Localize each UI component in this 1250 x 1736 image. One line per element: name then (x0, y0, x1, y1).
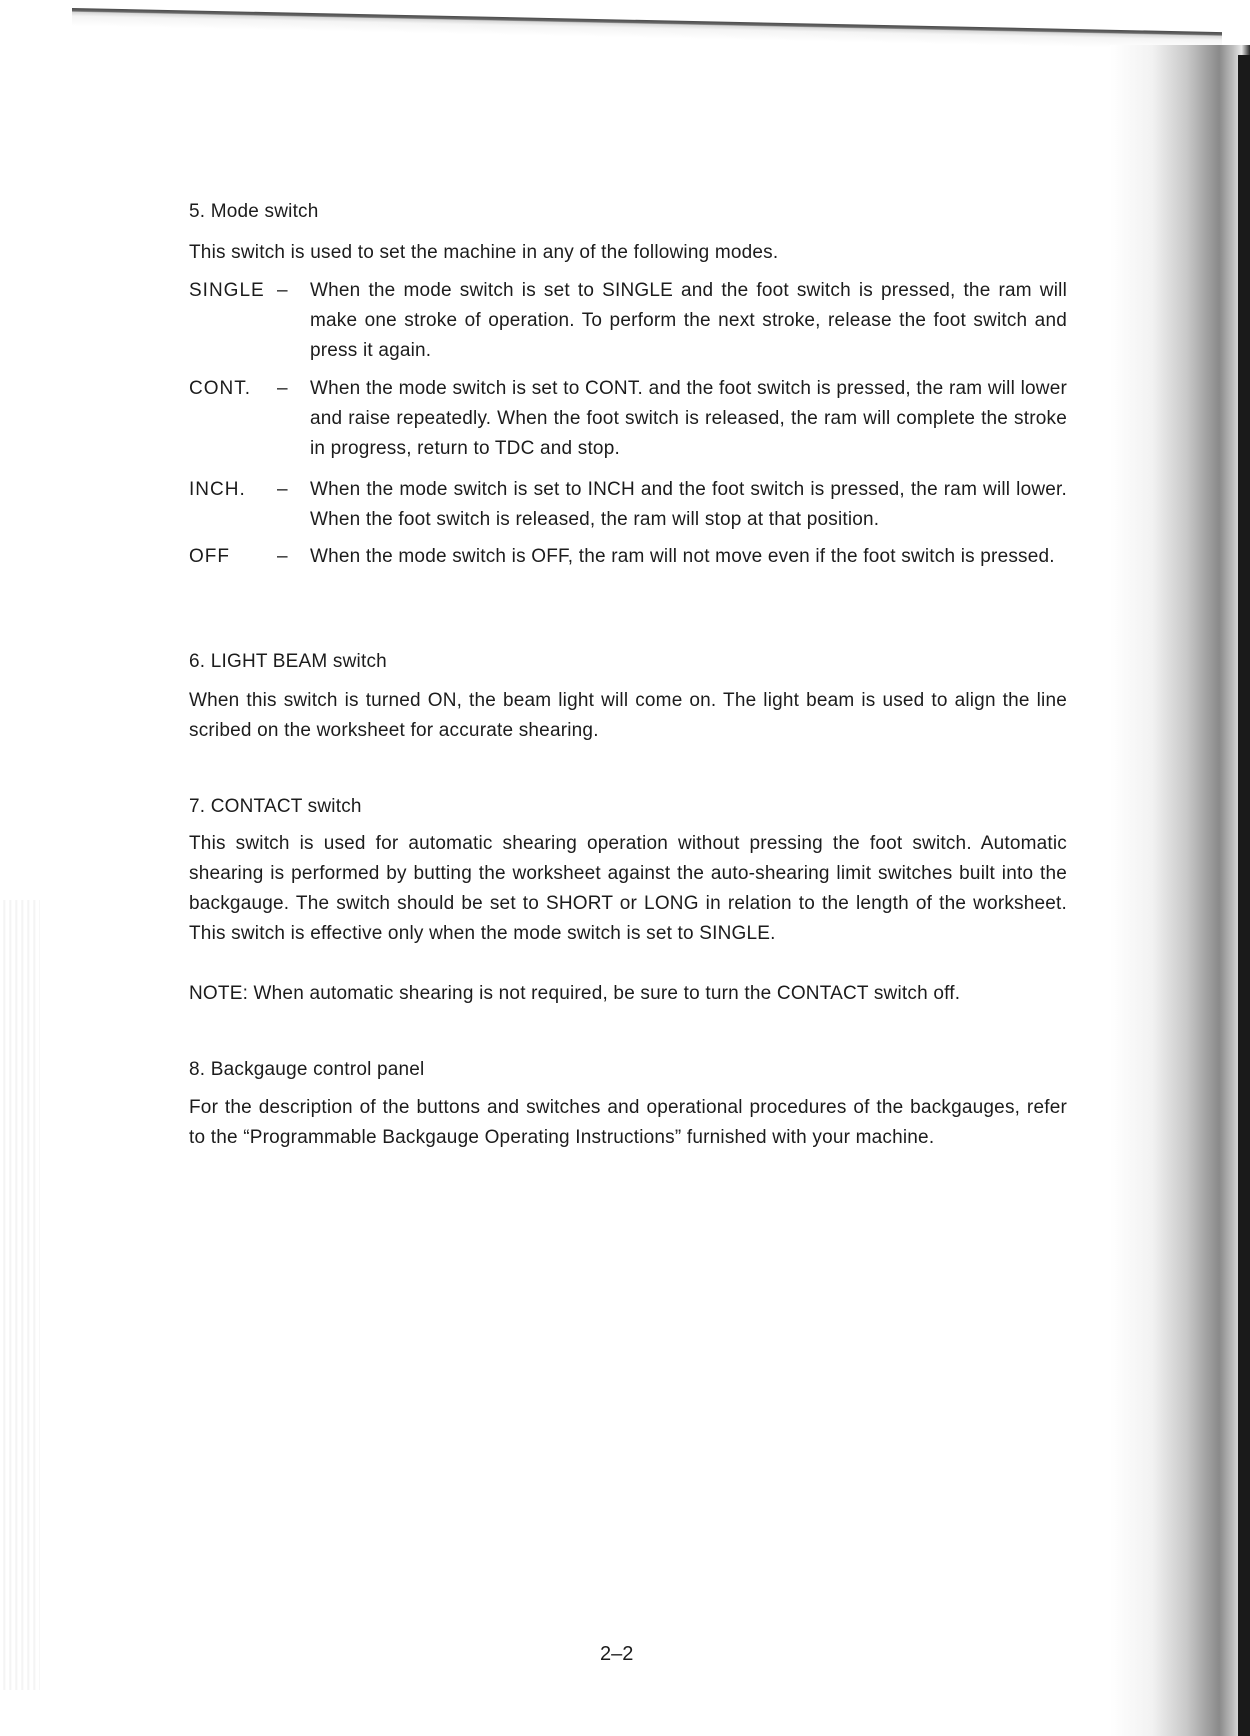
mode-description: When the mode switch is set to INCH and the foot switch is pressed, the ram will lower. When the foot switch is released, the ram will stop at that position. (310, 479, 1067, 530)
contact-body: This switch is used for automatic shearing operation without pressing the foot switch. Automatic shearing is performed by butting the worksheet against the auto-shearing limit switches built into the backgauge. The switch should be set to SHORT or LONG in relation to the length of the worksheet. This switch is effective only when the mode switch is set to SINGLE. (189, 833, 1067, 944)
section-6-heading: 6. LIGHT BEAM switch (189, 651, 387, 672)
mode-dash: – (277, 479, 288, 500)
mode-dash: – (277, 280, 288, 301)
binding-spine-shadow (1110, 45, 1250, 1736)
mode-description: When the mode switch is OFF, the ram will not move even if the foot switch is pressed. (310, 546, 1055, 567)
backgauge-body: For the description of the buttons and switches and operational procedures of the backgauges, refer to the “Programmable Backgauge Operating Instructions” furnished with your machine. (189, 1097, 1067, 1148)
section-8-heading: 8. Backgauge control panel (189, 1059, 425, 1080)
mode-dash: – (277, 546, 288, 567)
mode-label: SINGLE (189, 280, 265, 301)
mode-switch-intro: This switch is used to set the machine in any of the following modes. (189, 242, 779, 263)
light-beam-body: When this switch is turned ON, the beam light will come on. The light beam is used to align the line scribed on the worksheet for accurate shearing. (189, 690, 1067, 741)
contact-note: NOTE: When automatic shearing is not required, be sure to turn the CONTACT switch off. (189, 983, 961, 1004)
page-top-edge-shadow (72, 8, 1222, 50)
mode-label: OFF (189, 546, 230, 567)
binding-spine-edge (1238, 55, 1250, 1736)
mode-description: When the mode switch is set to SINGLE and the foot switch is pressed, the ram will make one stroke of operation. To perform the next stroke, release the foot switch and press it again. (310, 280, 1067, 361)
page-number: 2–2 (600, 1643, 634, 1665)
section-5-heading: 5. Mode switch (189, 201, 319, 222)
section-7-heading: 7. CONTACT switch (189, 796, 362, 817)
mode-label: INCH. (189, 479, 246, 500)
mode-dash: – (277, 378, 288, 399)
mode-description: When the mode switch is set to CONT. and the foot switch is pressed, the ram will lower and raise repeatedly. When the foot switch is released, the ram will complete the stroke in progress, return to TDC and stop. (310, 378, 1067, 459)
left-binding-marks (0, 900, 40, 1690)
mode-label: CONT. (189, 378, 251, 399)
